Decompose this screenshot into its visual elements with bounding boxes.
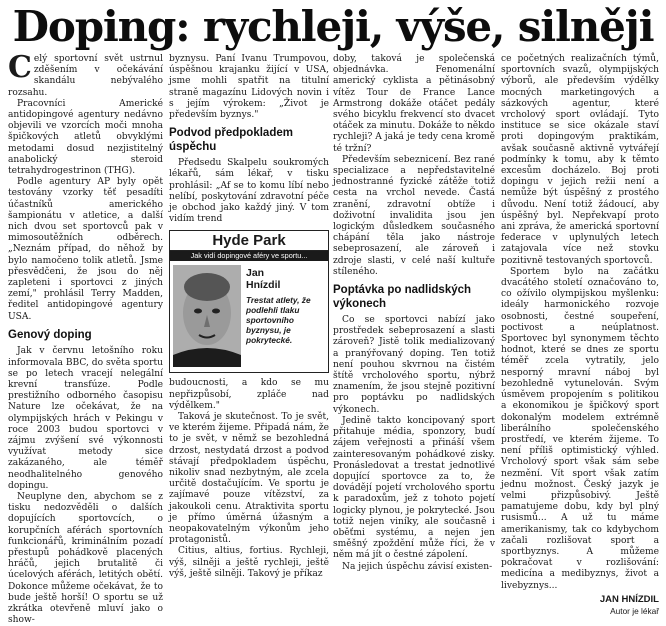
paragraph: byznysu. Paní Ivanu Trumpovou, úspěšnou krajanku žijící v USA, jsme mohli spatřit na titulní straně magazínu Lidových novin i s jejím výrokem: „Život je především byznys." bbox=[169, 54, 329, 121]
lead-text: elý sportovní svět ustrnul zděšením v očekávání skandálu nebývalého rozsahu. bbox=[8, 54, 163, 98]
box-quote: Trestat atlety, že podlehli tlaku sportovního byznysu, je pokrytecké. bbox=[246, 295, 311, 346]
hyde-park-box bbox=[169, 230, 329, 373]
paragraph: Podle agentury AP byly opět testovány vzorky těť pesadíti účastníků amerického šampionátu v atletice, a další nich dvou set sportovců pak v mimosoutěžních odběrech. „Neznám případ, do něhož by bylo namočeno tolik atletů. Jsme přesvědčeni, že jsou do něj zapleteni i sportovci z jiných zemí," prohlásil Terry Madden, ředitel antidopingové agentury USA. bbox=[8, 177, 163, 322]
author-signature: JAN HNÍZDIL bbox=[599, 593, 659, 605]
paragraph: Citius, altius, fortius. Rychleji, výš, silněji a ještě rychleji, ještě výš, ještě silněji. Takový je příkaz bbox=[169, 546, 329, 579]
box-title: Hyde Park bbox=[170, 231, 328, 251]
drop-cap: C bbox=[8, 50, 32, 85]
column-4 bbox=[501, 54, 659, 616]
box-strap: Jak vidí dopingové aféry ve sportu... bbox=[170, 251, 328, 261]
paragraph: Co se sportovci nabízí jako prostředek sebeprosazení a slasti zároveň? Jistě tolik medializovaný a pranýřovaný doping. Ten totiž není pouhou skvrnou na čistém štítě vrcholového sportu, nýbrž znamením, že jsou stejně pozitivní pro poptávku po nadlidských výkonech. bbox=[333, 315, 495, 415]
paragraph: Především sebeznicení. Bez rané specializace a nepředstavitelné jednostranné fyzické zátěže totiž cesta na vrchol nevede. Častá zranění, zdravotní obtíže i doživotní invalidita jsou jen logickým důsledkem současného chápání těla jako nástroje sebeprosazení, ale zároveň i zdroje slasti, v celé naší kultuře stíleného. bbox=[333, 154, 495, 277]
column-2 bbox=[169, 54, 329, 599]
lead-paragraph bbox=[8, 50, 163, 99]
subheading-genovy-doping: Genový doping bbox=[8, 328, 92, 341]
subheading-poptavka: Poptávka po nadlidských výkonech bbox=[333, 284, 472, 310]
paragraph: Na jejich úspěchu závisí existen- bbox=[342, 561, 493, 572]
author-role: Autor je lékař bbox=[610, 605, 659, 616]
subheading-podvod: Podvod předpokladem úspěchu bbox=[169, 127, 293, 153]
paragraph: ce početných realizačních týmů, sportovních svazů, olympijských výborů, ale především výdělky mocných marketingových a sázkových agentur, které vrcholový sport ovládají. Tyto instituce se sice okázale staví proti dopingovým praktikám, avšak současně aktivně vytvářejí podmínky k tomu, aby k těmto excesům docházelo. Boj proti dopingu v jejich režii není a nemůže být úspěšný z prostého důvodu. Není totiž žádoucí, aby úspěšný byl. Nepřekvapí proto ani zpráva, že americká sportovní federace v uplynulých letech zatajovala více než stovku pozitivně testovaných sportovců. bbox=[501, 54, 659, 266]
paragraph: Pracovníci Americké antidopingové agentury nedávno objevili ve vzorcích moči mnoha špičkových atletů obvyklými metodami dosud nezjistitelný anabolický steroid tetrahydrogestrinon (THG). bbox=[8, 98, 163, 177]
paragraph: Sportem bylo na začátku dvacátého století označováno to, co ožívilo olympijskou myšlenku: ideály harmonického rozvoje osobnosti, čestné soupeření, poctivost a neúplatnost. Sportovec byl synonymem těchto hodnot, které se dnes ze sportu téměř zcela vytratily, jelo nesporný mravní náboj byl bezohledně vytunelován. Svým úsměvem propojením s politikou a ekonomikou je špičkový sport dokonalým modelem extrémně liberálního společenského prostředí, ve kterém žijeme. To není příliš optimistický výhled. Vrcholový sport však sám sebe nezmění. Vít sport však zatím jednu možnost. Český jazyk je velmi přizpůsobivý. Ještě pamatujeme dobu, kdy byl plný rusismů... A už tu máme amerikanismy, tak co kdybychom začali rozlišovat sport a sportbyznys. A můžeme pokračovat v rozlišování: medicína a medibyznys, život a livebyznys... bbox=[501, 266, 659, 591]
paragraph: Taková je skutečnost. To je svět, ve kterém žijeme. Připadá nám, že to je svět, v němž se bezohledná drzost, nestydatá drzost a podvod stávají předpokladem úspěchu, nikoliv snad nezbytným, ale zcela určitě dostačujícím. Ve sportu je zajímavé pouze vítězství, za jakoukoli cenu. Atraktivita sportu je přímo úměrná úžasným a neopakovatelným výkonům jeho protagonistů. bbox=[169, 412, 329, 546]
paragraph: budoucnosti, a kdo se mu nepřizpůsobí, zpláče nad výdělkem." bbox=[169, 378, 329, 411]
paragraph: Neuplyne den, abychom se z tisku nedozvěděli o dalších dopujících sportovcích, o korupčních aférách sportovních funkcionářů, kriminálním pozadí přestupů pohádkově placených hráčů, jejich brutalitě či úcelových aférách, letitých obětí. Dokonce můžeme očekávat, že to bude ještě horší! O sportu se už zkrátka otevřeně mluví jako o show- bbox=[8, 492, 163, 626]
box-author-name bbox=[246, 267, 280, 291]
paragraph: Předsedu Skalpelu soukromých lékařů, sám lékař, v tisku prohlásil: „Af se to komu líbí nebo nelíbí, poskytování zdravotní péče je obchod jako každý jiný. V tom vidím trend bbox=[169, 158, 329, 225]
box-name-last: Hnízdil bbox=[246, 279, 281, 292]
column-3 bbox=[333, 54, 495, 599]
paragraph: Jak v červnu letošního roku informovala BBC, do světa sportu se po letech vracejí nelegální krevní transfúze. Podle prestižního odborného časopisu Nature lze očekávat, že na olympijských hrách v Pekingu v roce 2003 budou sportovci v zájmu zvýšení své výkonnosti využívat metody sice zakázaného, ale téměř neodhalitelného genového dopingu. bbox=[8, 346, 163, 491]
box-name-first: Jan bbox=[246, 267, 265, 280]
column-1 bbox=[8, 50, 163, 626]
paragraph: Jedině takto koncipovaný sport přitahuje média, sponzory, budí zájem veřejnosti a přináší všem zainteresovaným pohádkové zisky. Pronásledovat a trestat jednotlivé dopující sportovce za to, že dovádějí pojetí vrcholového sportu k paradoxům, jež z tohoto pojetí logicky plynou, je pokrytecké. Jsou totiž nejen viníky, ale současně i oběťmi systému, a nejen jen směšný zpoždění může říci, že v něm má jít o čestné zápolení. bbox=[333, 415, 495, 561]
paragraph: doby, taková je společenská objednávka. Fenomenální americký cyklista a pětinásobný vítěz Tour de France Lance Armstrong dokáže otáčet pedály svého bicyklu frekvencí sto dvacet otáček za minutu. Dokáže to někdo rychleji? A jaká je tedy cena kromě té tržní? bbox=[333, 54, 495, 154]
author-photo bbox=[173, 265, 241, 367]
headline: Doping: rychleji, výše, silněji bbox=[12, 2, 654, 51]
